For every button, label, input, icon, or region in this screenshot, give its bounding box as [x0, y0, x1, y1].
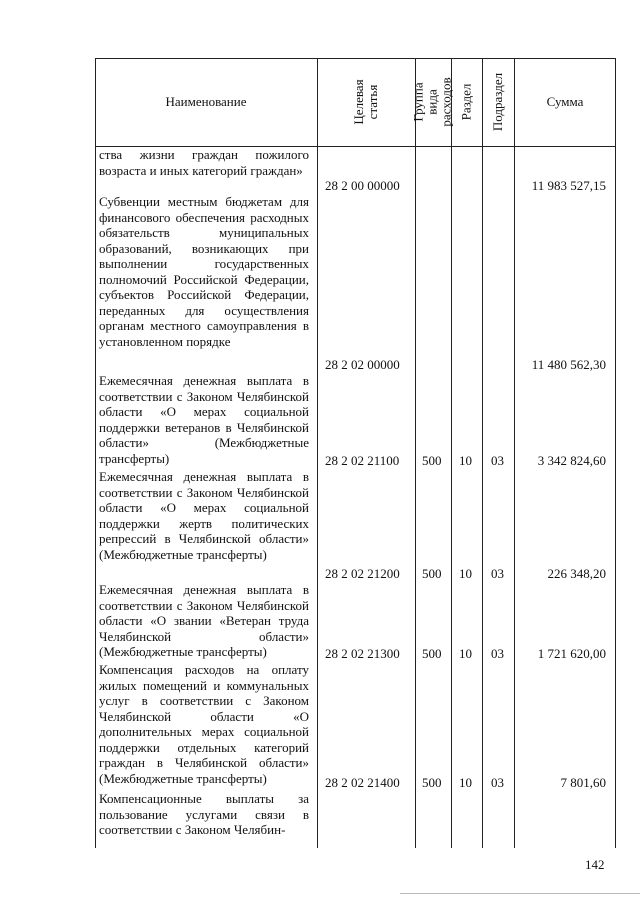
footer-rule	[400, 893, 640, 894]
row-amount: 3 342 824,60	[537, 453, 606, 468]
row-code: 28 2 02 00000	[325, 357, 400, 372]
row-name: Ежемесячная денежная выплата в соответствии с Законом Челябинской области «О звании «Ветеран труда Челябинской области» (Межбюджетные трансферты)	[99, 582, 309, 659]
row-code: 28 2 02 21200	[325, 566, 400, 581]
col-divider	[451, 58, 452, 848]
row-amount: 7 801,60	[560, 775, 606, 790]
row-name: Ежемесячная денежная выплата в соответствии с Законом Челябинской области «О мерах социальной поддержки ветеранов в Челябинской области» (Межбюджетные трансферты)	[99, 373, 309, 466]
row-subsection: 03	[491, 453, 504, 468]
row-code: 28 2 02 21400	[325, 775, 400, 790]
row-code: 28 2 02 21100	[325, 453, 400, 468]
header-subsection: Подраздел	[490, 72, 506, 132]
row-subsection: 03	[491, 646, 504, 661]
row-amount: 11 983 527,15	[531, 178, 606, 193]
row-name: Компенсационные выплаты за пользование услугами связи в соответствии с Законом Челябин-	[99, 791, 309, 837]
row-code: 28 2 00 00000	[325, 178, 400, 193]
row-group: 500	[422, 646, 442, 661]
col-divider	[415, 58, 416, 848]
row-name: Компенсация расходов на оплату жилых помещений и коммунальных услуг в соответствии с Законом Челябинской области «О дополнительных мерах социальной поддержки отдельных категорий граждан в Челябинской области» (Межбюджетные трансферты)	[99, 662, 309, 786]
row-group: 500	[422, 775, 442, 790]
row-group: 500	[422, 453, 442, 468]
header-section: Раздел	[458, 83, 474, 121]
col-divider	[482, 58, 483, 848]
row-amount: 226 348,20	[547, 566, 606, 581]
row-amount: 11 480 562,30	[531, 357, 606, 372]
row-code: 28 2 02 21300	[325, 646, 400, 661]
row-subsection: 03	[491, 775, 504, 790]
row-section: 10	[459, 775, 472, 790]
header-code: Целевая статья	[351, 79, 380, 125]
row-name: Ежемесячная денежная выплата в соответствии с Законом Челябинской области «О мерах социальной поддержки жертв политических репрессий в Челябинской области» (Межбюджетные трансферты)	[99, 469, 309, 562]
col-divider	[317, 58, 318, 848]
row-subsection: 03	[491, 566, 504, 581]
budget-table	[95, 58, 616, 848]
row-section: 10	[459, 646, 472, 661]
page-number: 142	[585, 857, 605, 872]
row-section: 10	[459, 453, 472, 468]
header-expense-group: Группа вида расходов	[411, 77, 454, 127]
header-name: Наименование	[165, 94, 247, 109]
row-amount: 1 721 620,00	[537, 646, 606, 661]
row-name: Субвенции местным бюджетам для финансового обеспечения расходных обязательств муниципальных образований, возникающих при выполнении государственных полномочий Российской Федерации, субъектов Российской Федерации, переданных для осуществления органам местного самоуправления в установленном порядке	[99, 194, 309, 349]
col-divider	[514, 58, 515, 848]
row-group: 500	[422, 566, 442, 581]
header-amount: Сумма	[546, 94, 584, 109]
row-name: ства жизни граждан пожилого возраста и иных категорий граждан»	[99, 147, 309, 178]
row-section: 10	[459, 566, 472, 581]
